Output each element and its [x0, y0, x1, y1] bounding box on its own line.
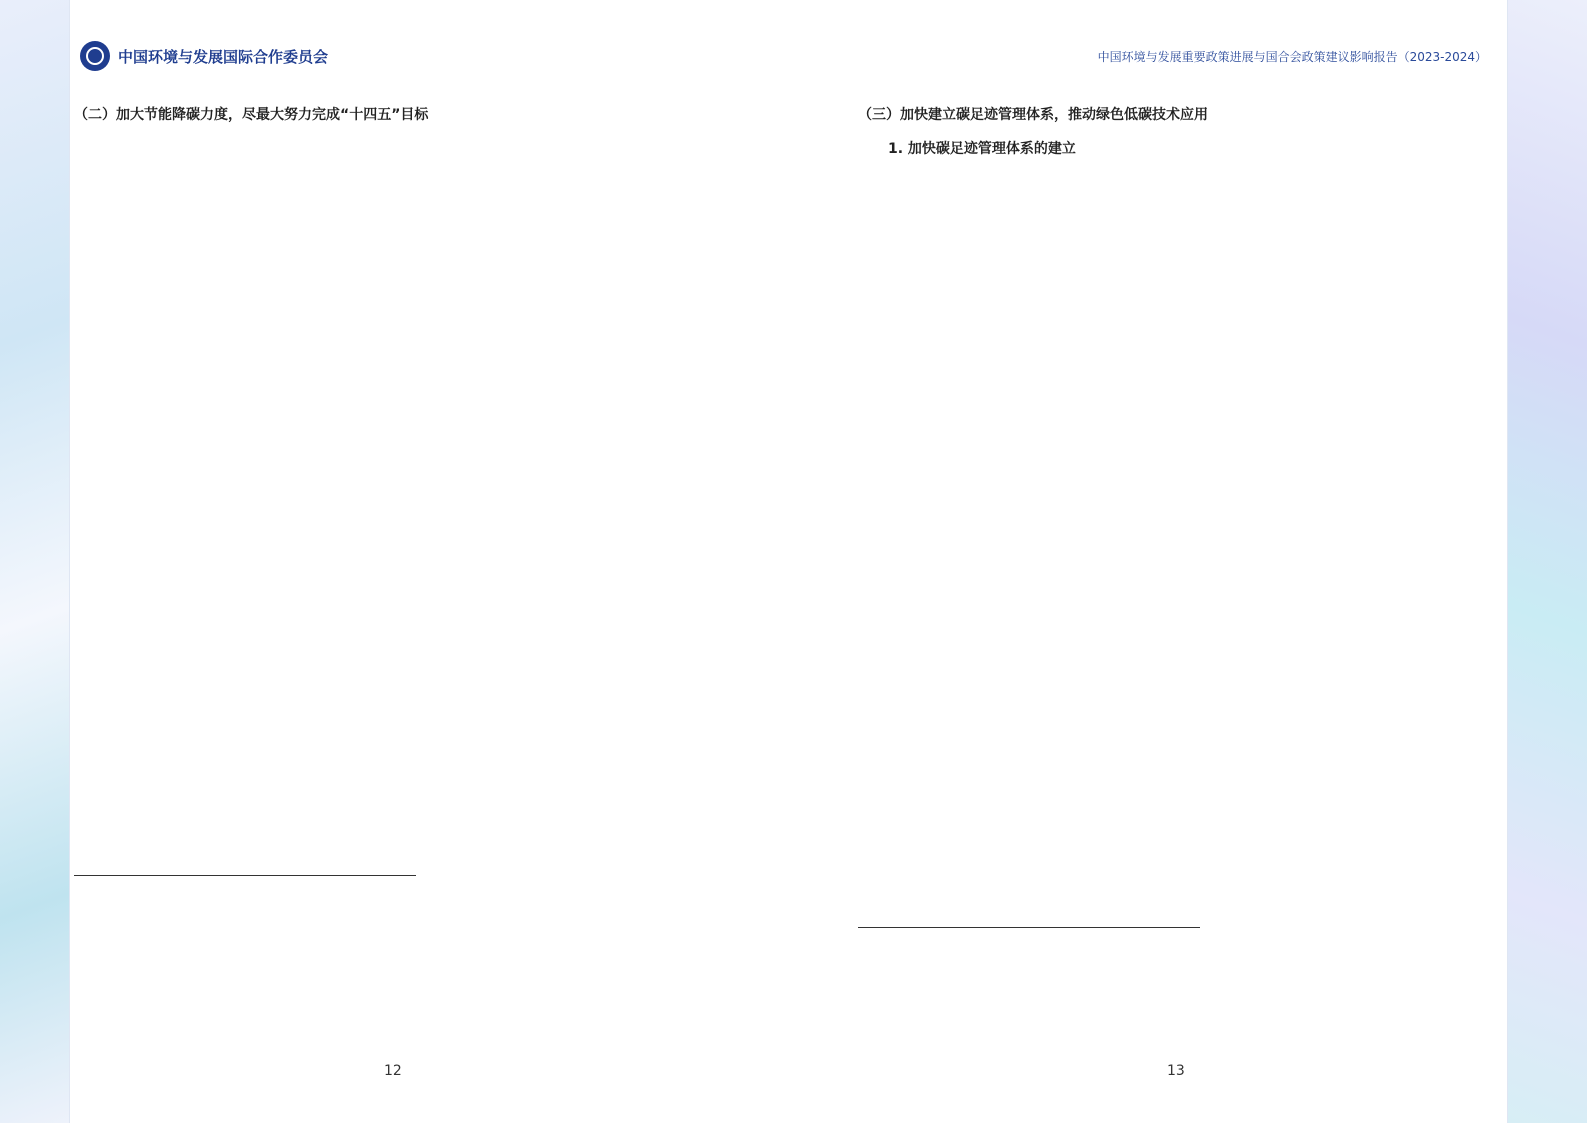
report-title: 中国环境与发展重要政策进展与国合会政策建议影响报告（2023-2024）	[1097, 49, 1487, 64]
section-heading: （三）加快建立碳足迹管理体系，推动绿色低碳技术应用	[858, 107, 1208, 123]
footnote-divider	[858, 927, 1200, 928]
decorative-left-edge	[0, 0, 70, 1123]
page-number: 13	[1167, 1063, 1185, 1079]
decorative-right-edge	[1507, 0, 1587, 1123]
footnote-divider	[74, 875, 416, 876]
right-page-body	[858, 104, 1494, 172]
page-number: 12	[384, 1063, 402, 1079]
subsection-heading: 1. 加快碳足迹管理体系的建立	[888, 141, 1076, 157]
org-name: 中国环境与发展国际合作委员会	[118, 47, 329, 66]
left-page-body	[74, 104, 710, 138]
brand	[80, 41, 328, 71]
section-heading: （二）加大节能降碳力度，尽最大努力完成“十四五”目标	[74, 107, 429, 123]
cciced-logo-icon	[80, 41, 110, 71]
page-header	[80, 38, 1487, 74]
